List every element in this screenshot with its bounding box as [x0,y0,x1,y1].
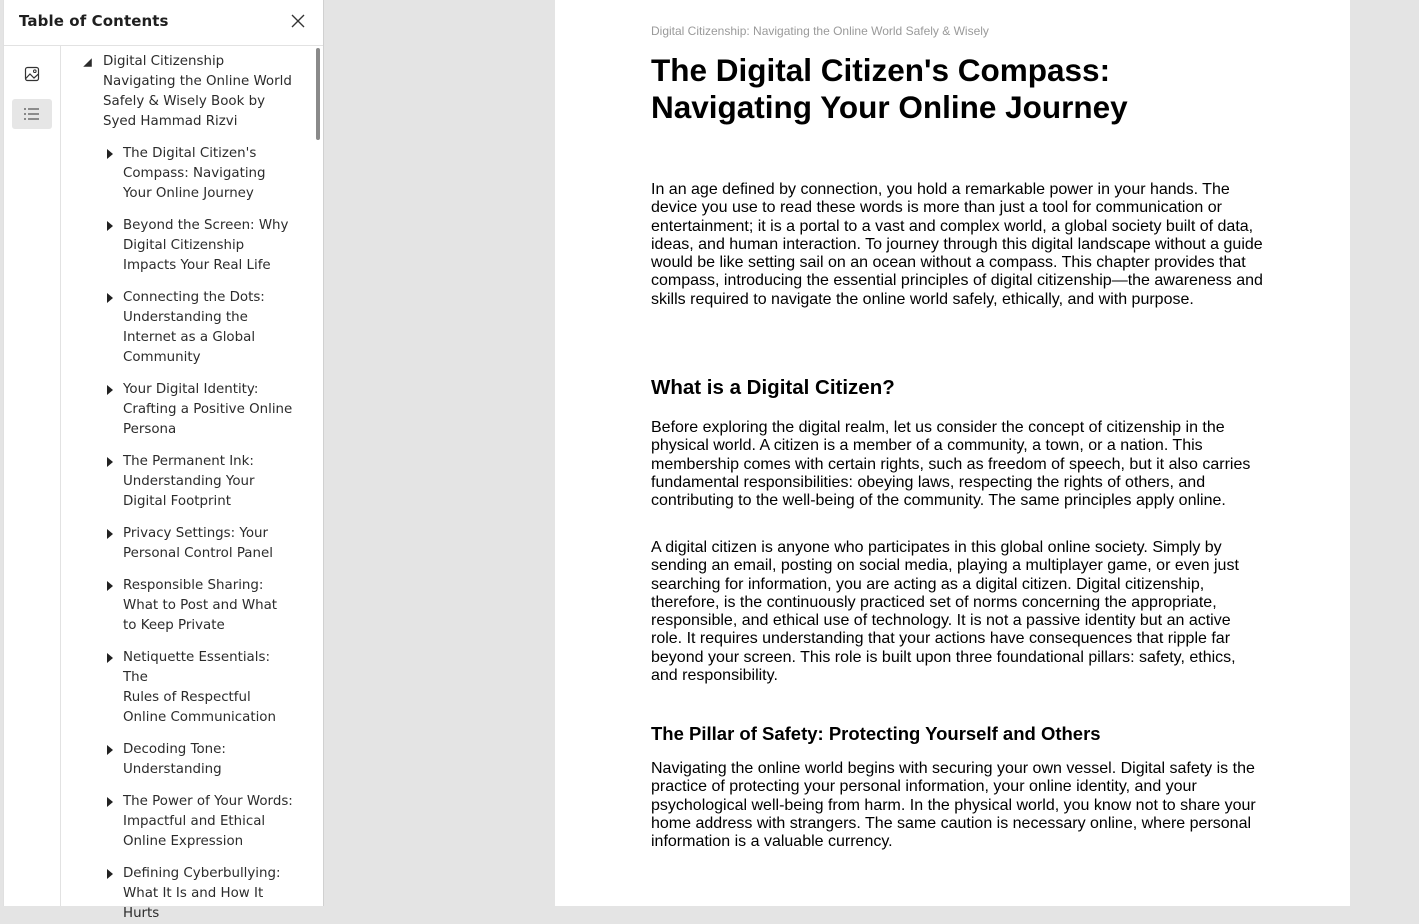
toc-item[interactable] [61,576,323,636]
collapsed-triangle-icon[interactable] [107,581,113,591]
toc-item[interactable] [61,288,323,368]
toc-item-label: Impactful and Ethical [123,814,266,829]
toc-item[interactable] [61,144,323,204]
collapsed-triangle-icon[interactable] [107,797,113,807]
toc-item-label: Understanding [123,762,222,777]
toc-root-item[interactable] [61,46,323,132]
toc-title: Table of Contents [19,12,169,30]
toc-item-label: Understanding Your [123,474,255,489]
table-of-contents-pane [3,0,324,921]
toc-root-label-line: Digital Citizenship [103,54,225,69]
toc-item-label: Community [123,350,201,365]
collapsed-triangle-icon[interactable] [107,529,113,539]
toc-side-rail [4,46,61,906]
collapsed-triangle-icon[interactable] [107,745,113,755]
toc-item[interactable] [61,864,323,924]
document-page [555,0,1350,906]
chapter-title-line: The Digital Citizen's Compass: [651,52,1111,88]
toc-item-label: Compass: Navigating [123,166,266,181]
close-icon [288,11,308,31]
toc-item-label: Beyond the Screen: Why [123,218,289,233]
collapsed-triangle-icon[interactable] [107,385,113,395]
toc-item-label: The Digital Citizen's [123,146,257,161]
toc-tree [61,46,323,921]
outline-view-button[interactable] [12,99,52,129]
toc-item-label: Internet as a Global [123,330,256,345]
close-toc-button[interactable] [288,11,308,31]
collapsed-triangle-icon[interactable] [107,457,113,467]
intro-paragraph: In an age defined by connection, you hold a remarkable power in your hands. The device you use to read these words is more than just a tool for communication or entertainment; it is a portal to a vast and complex world, a global society built of data, ideas, and human interaction. To journey through this digital landscape without a guide would be like setting sail on an ocean without a compass. This chapter provides that compass, introducing the essential principles of digital citizenship—the awareness and skills required to navigate the online world safely, ethically, and with purpose. [651,181,1263,308]
toc-scrollbar[interactable] [316,48,320,140]
toc-item-label: Personal Control Panel [123,546,273,561]
collapsed-triangle-icon[interactable] [107,293,113,303]
toc-item-label: What to Post and What [123,598,278,613]
toc-item-label: Your Digital Identity: [123,382,259,397]
body-paragraph: A digital citizen is anyone who participates in this global online society. Simply by sending an email, posting on social media, playing a multiplayer game, or even just searching for information, you are acting as a digital citizen. Digital citizenship, therefore, is the continuously practiced set of norms concerning the appropriate, responsible, and ethical use of technology. It is not a passive identity but an active role. It requires understanding that your actions have consequences that ripple far beyond your screen. This role is built upon three foundational pillars: safety, ethics, and responsibility. [651,539,1239,685]
toc-chapter-list [61,144,323,924]
toc-item-label: What It Is and How It [123,886,264,901]
toc-root-label-line: Syed Hammad Rizvi [103,114,238,129]
toc-item-label: Connecting the Dots: [123,290,265,305]
running-header: Digital Citizenship: Navigating the Online World Safely & Wisely [651,24,989,38]
toc-item-label: Persona [123,422,177,437]
toc-item-label: Digital Citizenship [123,238,245,253]
images-view-button[interactable] [12,59,52,89]
toc-item[interactable] [61,648,323,728]
body-paragraph: Navigating the online world begins with securing your own vessel. Digital safety is the practice of protecting your personal information, your online identity, and your psychological well-being from harm. In the physical world, you know not to share your home address with strangers. The same caution is necessary online, where personal information is a valuable currency. [651,760,1256,851]
toc-item-label: Responsible Sharing: [123,578,264,593]
toc-item-label: Hurts [123,906,160,921]
toc-item[interactable] [61,216,323,276]
toc-item-label: The Permanent Ink: [123,454,254,469]
toc-item-label: Online Communication [123,710,276,725]
toc-item-label: Understanding the [123,310,248,325]
toc-item[interactable] [61,740,323,780]
toc-item-label: Defining Cyberbullying: [123,866,281,881]
toc-item-label: The Power of Your Words: [123,794,293,809]
expanded-triangle-icon[interactable] [83,58,92,67]
list-icon [23,106,41,122]
collapsed-triangle-icon[interactable] [107,221,113,231]
toc-item-label: Netiquette Essentials: The [123,650,270,685]
collapsed-triangle-icon[interactable] [107,149,113,159]
toc-root-label-line: Navigating the Online World [103,74,292,89]
toc-item-label: Decoding Tone: [123,742,226,757]
collapsed-triangle-icon[interactable] [107,869,113,879]
toc-item-label: Privacy Settings: Your [123,526,269,541]
section-heading: The Pillar of Safety: Protecting Yourself and Others [651,723,1101,744]
toc-item-label: Crafting a Positive Online [123,402,293,417]
body-paragraph: Before exploring the digital realm, let us consider the concept of citizenship in the physical world. A citizen is a member of a community, a town, or a nation. This membership comes with certain rights, such as freedom of speech, but it also carries fundamental responsibilities: obeying laws, respecting the rights of others, and contributing to the well-being of the community. The same principles apply online. [651,419,1251,510]
toc-item[interactable] [61,452,323,512]
toc-root-label-line: Safely & Wisely Book by [103,94,266,109]
toc-item-label: to Keep Private [123,618,225,633]
toc-item-label: Digital Footprint [123,494,232,509]
toc-item[interactable] [61,380,323,440]
section-heading: What is a Digital Citizen? [651,376,895,399]
collapsed-triangle-icon[interactable] [107,653,113,663]
image-icon [24,66,40,82]
toc-header [4,0,323,46]
chapter-title [651,52,1271,126]
toc-item[interactable] [61,792,323,852]
toc-item-label: Impacts Your Real Life [123,258,271,273]
toc-item-label: Online Expression [123,834,244,849]
toc-item[interactable] [61,524,323,564]
chapter-title-line: Navigating Your Online Journey [651,89,1128,125]
toc-item-label: Your Online Journey [123,186,254,201]
toc-item-label: Rules of Respectful [123,690,251,705]
